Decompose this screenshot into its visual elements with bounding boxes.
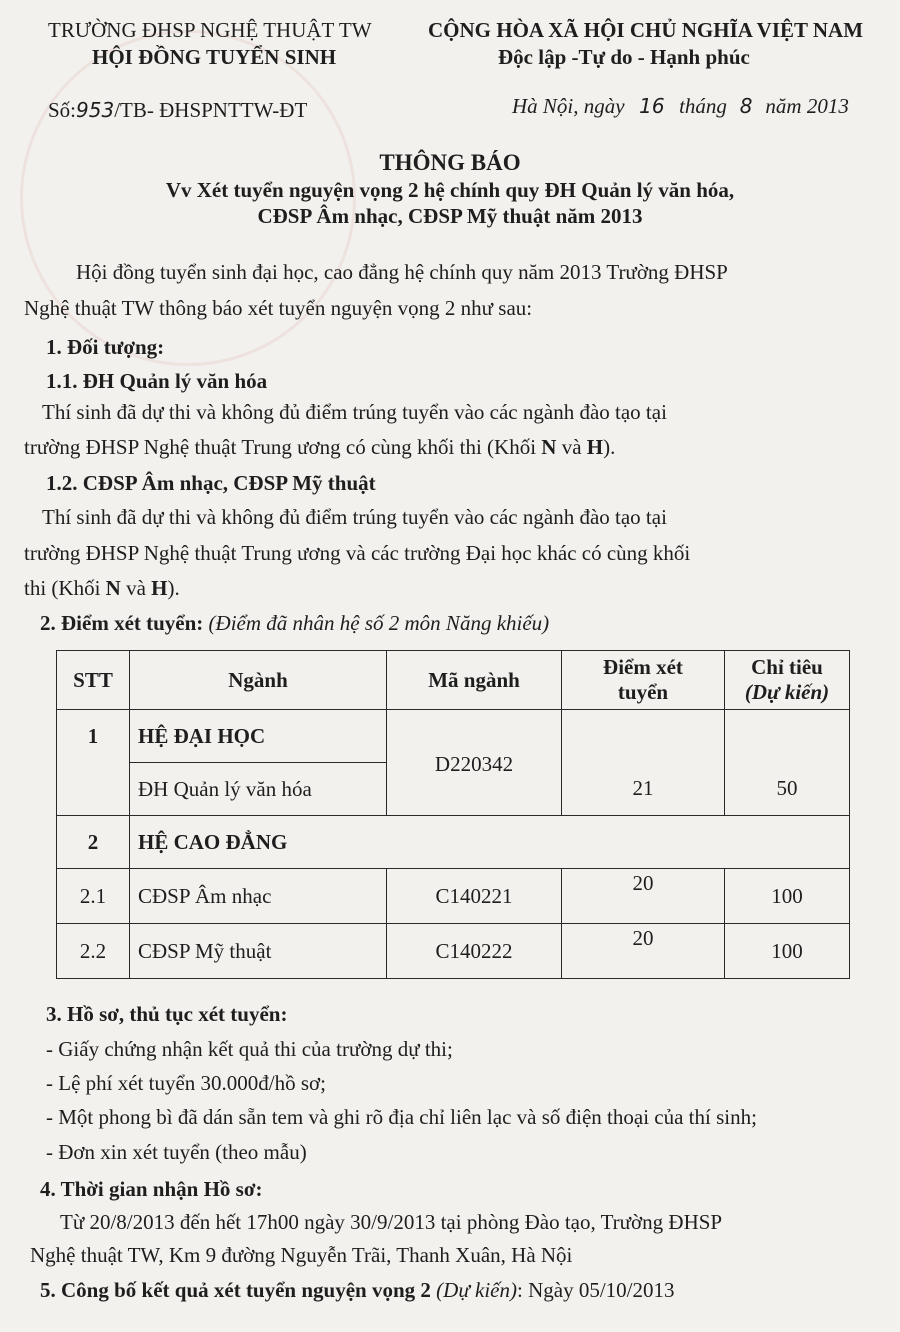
row-nganh: ĐH Quản lý văn hóa — [130, 763, 387, 816]
table-header-row — [57, 651, 850, 710]
col-chi-tieu: Chỉ tiêu (Dự kiến) — [725, 651, 850, 710]
row-diem: 20 — [562, 869, 725, 924]
section1-2-line3: thi (Khối N và H). — [24, 576, 180, 600]
row-ma: C140221 — [387, 869, 562, 924]
col-stt: STT — [57, 651, 130, 710]
date-month-label: tháng — [679, 94, 727, 118]
section4-line1: Từ 20/8/2013 đến hết 17h00 ngày 30/9/2013 tại phòng Đào tạo, Trường ĐHSP — [60, 1210, 723, 1234]
score-table — [56, 650, 850, 979]
row-nganh: HỆ CAO ĐẲNG — [130, 816, 387, 869]
section2-heading: 2. Điểm xét tuyển: — [40, 611, 204, 635]
section5-heading: 5. Công bố kết quả xét tuyển nguyện vọng 2 — [40, 1278, 431, 1302]
date-day: 16 — [639, 94, 665, 118]
section1-1-line1: Thí sinh đã dự thi và không đủ điểm trúng tuyển vào các ngành đào tạo tại — [42, 400, 667, 424]
row-ma — [387, 816, 562, 869]
date-month: 8 — [739, 94, 753, 118]
row-nganh: CĐSP Âm nhạc — [130, 869, 387, 924]
row-stt: 2.1 — [57, 869, 130, 924]
doc-number-prefix: Số: — [48, 98, 77, 122]
date-prefix: Hà Nội, ngày — [512, 94, 625, 118]
section5-value: : Ngày 05/10/2013 — [517, 1278, 675, 1302]
row-stt: 2 — [57, 816, 130, 869]
org-name: TRƯỜNG ĐHSP NGHỆ THUẬT TW — [48, 18, 372, 42]
section5-line — [40, 1278, 675, 1303]
row-chi-tieu — [725, 710, 850, 763]
table-row — [57, 710, 850, 763]
table-row — [57, 869, 850, 924]
row-diem — [562, 816, 725, 869]
section4-line2: Nghệ thuật TW, Km 9 đường Nguyễn Trãi, Thanh Xuân, Hà Nội — [30, 1243, 573, 1267]
intro-line1: Hội đồng tuyển sinh đại học, cao đẳng hệ chính quy năm 2013 Trường ĐHSP — [76, 260, 728, 284]
col-nganh: Ngành — [130, 651, 387, 710]
section1-heading: 1. Đối tượng: — [46, 335, 165, 359]
row-chi-tieu: 100 — [725, 924, 850, 979]
row-ma: C140222 — [387, 924, 562, 979]
doc-number — [48, 98, 307, 123]
row-chi-tieu: 100 — [725, 869, 850, 924]
col-ma-nganh: Mã ngành — [387, 651, 562, 710]
row-nganh: CĐSP Mỹ thuật — [130, 924, 387, 979]
row-stt: 1 — [57, 710, 130, 763]
date-year: năm 2013 — [765, 94, 849, 118]
section1-1-line2: trường ĐHSP Nghệ thuật Trung ương có cùng khối thi (Khối N và H). — [24, 435, 616, 459]
table-row — [57, 924, 850, 979]
section2-note: (Điểm đã nhân hệ số 2 môn Năng khiếu) — [208, 611, 550, 635]
row-stt: 2.2 — [57, 924, 130, 979]
section2-heading-line — [40, 611, 549, 636]
row-chi-tieu: 50 — [725, 763, 850, 816]
nation-title: CỘNG HÒA XÃ HỘI CHỦ NGHĨA VIỆT NAM — [428, 18, 864, 42]
row-ma: D220342 — [434, 751, 514, 776]
issue-date — [512, 94, 849, 119]
section1-2-line2: trường ĐHSP Nghệ thuật Trung ương và các trường Đại học khác có cùng khối — [24, 541, 691, 565]
section3-item: - Lệ phí xét tuyển 30.000đ/hồ sơ; — [46, 1071, 326, 1095]
section3-heading: 3. Hồ sơ, thủ tục xét tuyển: — [46, 1002, 288, 1026]
org-council: HỘI ĐỒNG TUYỂN SINH — [92, 45, 337, 69]
col-diem: Điểm xét tuyển — [562, 651, 725, 710]
row-diem — [562, 710, 725, 763]
section1-2-line1: Thí sinh đã dự thi và không đủ điểm trúng tuyển vào các ngành đào tạo tại — [42, 505, 667, 529]
notice-subject-line1: Vv Xét tuyển nguyện vọng 2 hệ chính quy ĐH Quản lý văn hóa, — [165, 178, 735, 202]
section1-1-heading: 1.1. ĐH Quản lý văn hóa — [46, 369, 268, 393]
section5-note: (Dự kiến) — [436, 1278, 517, 1302]
notice-title: THÔNG BÁO — [379, 150, 521, 175]
doc-number-suffix: /TB- ĐHSPNTTW-ĐT — [114, 98, 308, 122]
row-diem: 20 — [562, 924, 725, 979]
row-diem: 21 — [562, 763, 725, 816]
notice-subject-line2: CĐSP Âm nhạc, CĐSP Mỹ thuật năm 2013 — [257, 204, 643, 228]
row-stt — [57, 763, 130, 816]
table-row — [57, 816, 850, 869]
section3-item: - Đơn xin xét tuyển (theo mẫu) — [46, 1140, 307, 1164]
section3-item: - Giấy chứng nhận kết quả thi của trường dự thi; — [46, 1037, 453, 1061]
row-chi-tieu — [725, 816, 850, 869]
section3-item: - Một phong bì đã dán sẵn tem và ghi rõ địa chỉ liên lạc và số điện thoại của thí sinh; — [46, 1105, 757, 1129]
section4-heading: 4. Thời gian nhận Hồ sơ: — [40, 1177, 263, 1201]
section1-2-heading: 1.2. CĐSP Âm nhạc, CĐSP Mỹ thuật — [46, 471, 376, 495]
doc-number-handwritten: 953 — [76, 98, 115, 122]
intro-line2: Nghệ thuật TW thông báo xét tuyển nguyện vọng 2 như sau: — [24, 296, 533, 320]
row-nganh: HỆ ĐẠI HỌC — [130, 710, 387, 763]
nation-motto: Độc lập -Tự do - Hạnh phúc — [498, 45, 750, 69]
